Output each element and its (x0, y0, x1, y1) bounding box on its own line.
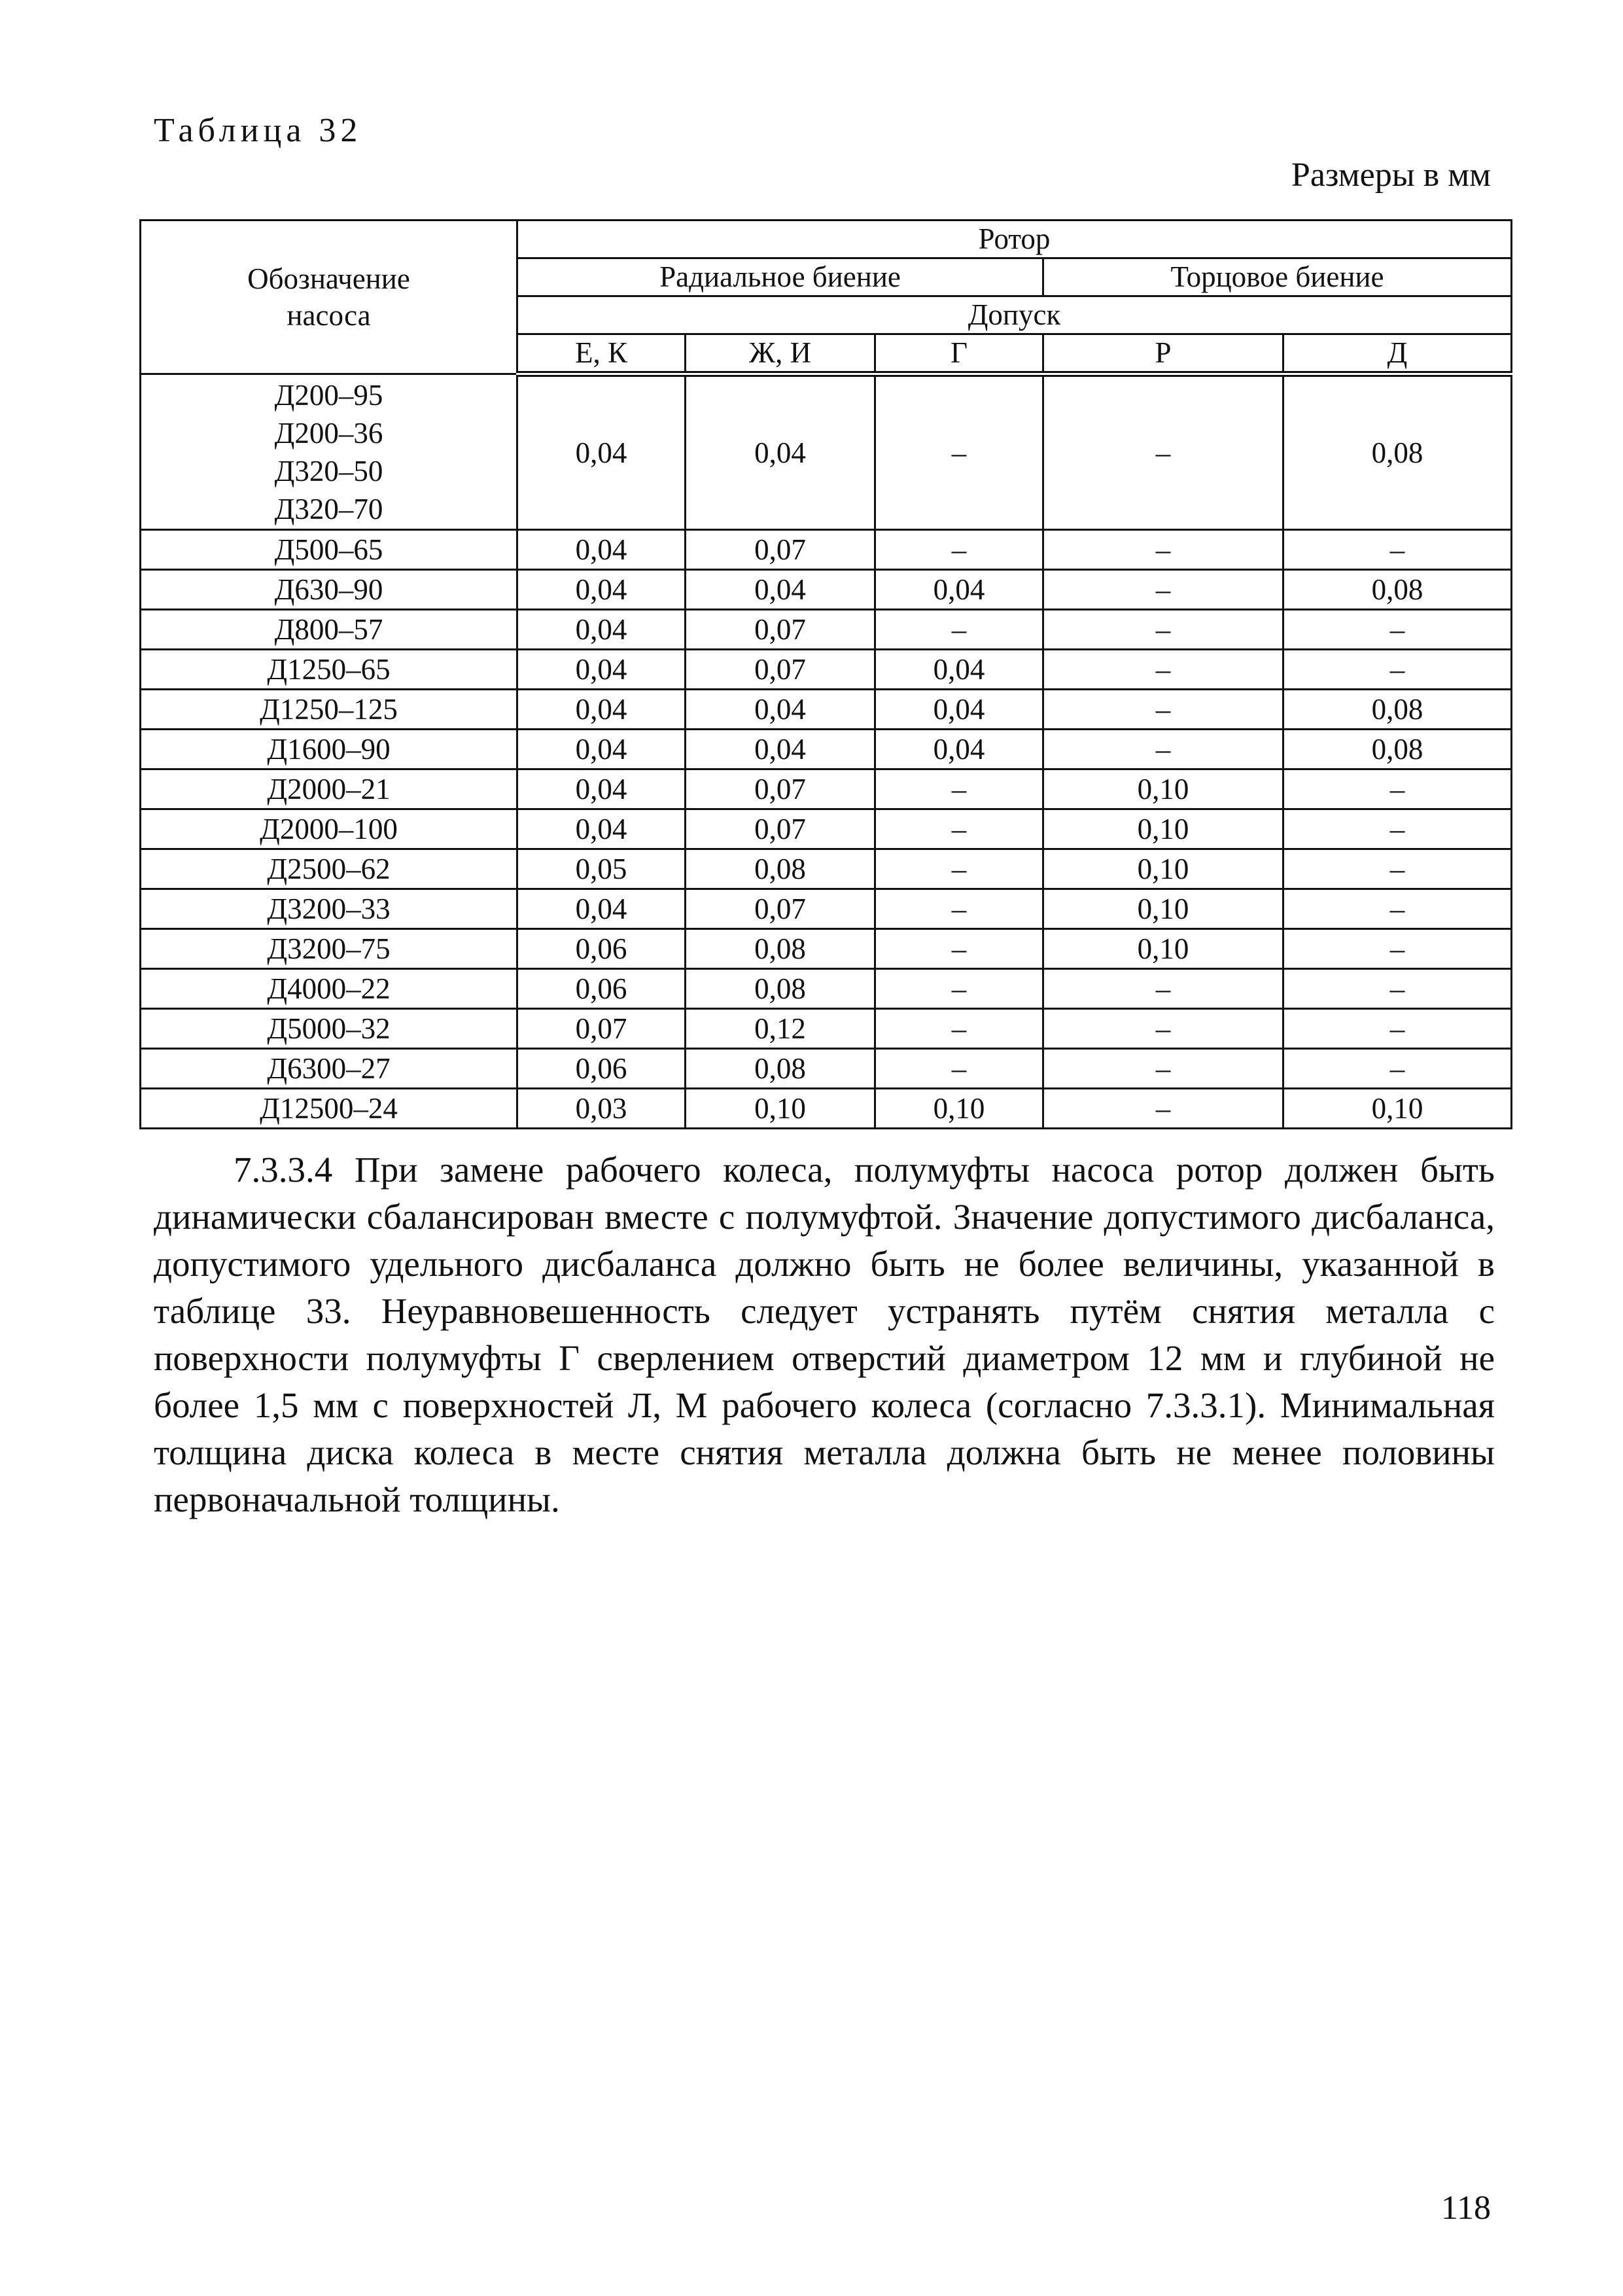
tolerance-value-cell: – (1043, 374, 1283, 530)
pump-designation: Д1250–65 (267, 653, 391, 686)
tolerance-value-cell: 0,07 (686, 530, 875, 570)
pump-designation: Д320–70 (274, 492, 383, 525)
table-row (141, 570, 1512, 610)
tolerance-value-cell: 0,03 (517, 1089, 686, 1129)
pump-designation-cell (141, 650, 517, 690)
tolerance-value-cell: 0,08 (1283, 690, 1512, 730)
tolerance-value-cell: 0,04 (517, 610, 686, 650)
tolerance-value-cell: 0,06 (517, 969, 686, 1009)
tolerance-value-cell: – (1283, 889, 1512, 929)
table-row (141, 969, 1512, 1009)
tolerance-value-cell: 0,08 (686, 849, 875, 889)
tolerance-value-cell: – (875, 889, 1043, 929)
tolerance-value-cell: 0,07 (686, 610, 875, 650)
radial-runout-header: Радиальное биение (517, 258, 1043, 296)
table-row (141, 374, 1512, 530)
column-header: Е, К (517, 334, 686, 374)
pump-designation: Д1600–90 (267, 733, 391, 766)
tolerance-value-cell: – (1283, 809, 1512, 849)
tolerance-value-cell: – (1283, 849, 1512, 889)
pump-designation-cell (141, 610, 517, 650)
tolerance-value-cell: 0,04 (517, 530, 686, 570)
pump-designation: Д5000–32 (267, 1012, 391, 1045)
tolerance-value-cell: 0,07 (686, 889, 875, 929)
tolerance-value-cell: 0,06 (517, 929, 686, 969)
tolerance-value-cell: – (1283, 1009, 1512, 1049)
pump-designation: Д2000–100 (260, 813, 398, 845)
tolerance-value-cell: 0,10 (1043, 769, 1283, 809)
tolerance-value-cell: 0,08 (686, 1049, 875, 1089)
tolerance-value-cell: – (875, 530, 1043, 570)
tolerance-value-cell: – (875, 374, 1043, 530)
pump-designation-cell (141, 889, 517, 929)
designation-header: Обозначение насоса (141, 221, 517, 374)
pump-designation-cell (141, 374, 517, 530)
pump-designation: Д630–90 (274, 573, 383, 606)
tolerance-value-cell: 0,07 (686, 650, 875, 690)
table-row (141, 1009, 1512, 1049)
tolerance-value-cell: 0,10 (875, 1089, 1043, 1129)
table-caption: Таблица 32 (154, 112, 362, 149)
tolerance-value-cell: 0,04 (517, 690, 686, 730)
pump-designation: Д2500–62 (267, 853, 391, 885)
table-row (141, 849, 1512, 889)
tolerance-value-cell: – (875, 809, 1043, 849)
table-row (141, 730, 1512, 769)
table-row (141, 650, 1512, 690)
tolerance-value-cell: 0,05 (517, 849, 686, 889)
pump-designation-cell (141, 730, 517, 769)
tolerance-value-cell: 0,08 (686, 969, 875, 1009)
tolerance-value-cell: 0,04 (517, 769, 686, 809)
tolerance-value-cell: – (1043, 530, 1283, 570)
pump-designation: Д2000–21 (267, 773, 391, 805)
tolerance-table (139, 219, 1512, 1129)
tolerance-value-cell: – (875, 1049, 1043, 1089)
pump-designation-cell (141, 1089, 517, 1129)
tolerance-value-cell: 0,04 (517, 650, 686, 690)
tolerance-value-cell: 0,07 (517, 1009, 686, 1049)
tolerance-value-cell: – (1043, 570, 1283, 610)
pump-designation: Д12500–24 (260, 1092, 398, 1125)
tolerance-value-cell: – (1043, 969, 1283, 1009)
tolerance-value-cell: – (1043, 1089, 1283, 1129)
pump-designation-cell (141, 690, 517, 730)
tolerance-value-cell: 0,04 (686, 570, 875, 610)
tolerance-value-cell: 0,04 (517, 570, 686, 610)
pump-designation: Д200–36 (274, 416, 383, 450)
pump-designation-cell (141, 929, 517, 969)
tolerance-value-cell: 0,04 (686, 374, 875, 530)
tolerance-value-cell: 0,04 (517, 809, 686, 849)
axial-runout-header: Торцовое биение (1043, 258, 1512, 296)
tolerance-value-cell: – (1283, 929, 1512, 969)
pump-designation-cell (141, 530, 517, 570)
tolerance-value-cell: – (1043, 690, 1283, 730)
tolerance-value-cell: 0,06 (517, 1049, 686, 1089)
tolerance-value-cell: 0,10 (1043, 889, 1283, 929)
pump-designation-cell (141, 969, 517, 1009)
tolerance-value-cell: 0,07 (686, 809, 875, 849)
pump-designation: Д320–50 (274, 454, 383, 487)
column-header: Г (875, 334, 1043, 374)
tolerance-value-cell: – (1283, 650, 1512, 690)
tolerance-value-cell: – (1043, 730, 1283, 769)
table-row (141, 929, 1512, 969)
tolerance-value-cell: 0,10 (1043, 929, 1283, 969)
tolerance-value-cell: – (1283, 610, 1512, 650)
tolerance-value-cell: – (875, 769, 1043, 809)
tolerance-value-cell: – (875, 929, 1043, 969)
pump-designation: Д6300–27 (267, 1052, 391, 1085)
tolerance-value-cell: – (1283, 1049, 1512, 1089)
tolerance-value-cell: – (875, 849, 1043, 889)
tolerance-value-cell: – (875, 610, 1043, 650)
pump-designation: Д3200–33 (267, 892, 391, 925)
tolerance-value-cell: – (1283, 530, 1512, 570)
pump-designation: Д500–65 (274, 533, 383, 566)
tolerance-value-cell: 0,10 (1283, 1089, 1512, 1129)
table-body (141, 374, 1512, 1129)
tolerance-value-cell: 0,04 (517, 730, 686, 769)
rotor-header: Ротор (517, 221, 1512, 258)
pump-designation: Д4000–22 (267, 972, 391, 1005)
tolerance-value-cell: 0,10 (1043, 809, 1283, 849)
pump-designation-cell (141, 570, 517, 610)
tolerance-value-cell: 0,08 (1283, 730, 1512, 769)
table-row (141, 1089, 1512, 1129)
tolerance-value-cell: 0,04 (875, 650, 1043, 690)
pump-designation: Д200–95 (274, 378, 383, 412)
pump-designation: Д3200–75 (267, 932, 391, 965)
tolerance-value-cell: 0,04 (875, 690, 1043, 730)
table-row (141, 809, 1512, 849)
tolerance-value-cell: 0,04 (517, 374, 686, 530)
table-row (141, 530, 1512, 570)
tolerance-value-cell: – (1283, 969, 1512, 1009)
tolerance-value-cell: 0,07 (686, 769, 875, 809)
table-row (141, 769, 1512, 809)
tolerance-value-cell: – (1043, 650, 1283, 690)
tolerance-value-cell: 0,10 (1043, 849, 1283, 889)
tolerance-header: Допуск (517, 296, 1512, 334)
pump-designation-cell (141, 1009, 517, 1049)
tolerance-value-cell: 0,04 (686, 690, 875, 730)
tolerance-value-cell: – (1043, 610, 1283, 650)
tolerance-value-cell: 0,04 (686, 730, 875, 769)
pump-designation: Д800–57 (274, 613, 383, 646)
units-note: Размеры в мм (1291, 156, 1491, 194)
tolerance-value-cell: 0,08 (1283, 570, 1512, 610)
tolerance-value-cell: 0,04 (875, 730, 1043, 769)
tolerance-value-cell: 0,04 (517, 889, 686, 929)
body-paragraph: 7.3.3.4 При замене рабочего колеса, полумуфты насоса ротор должен быть динамически сбалансирован вместе с полумуфтой. Значение допустимого дисбаланса, допустимого удельного дисбаланса должно быть не более величины, указанной в таблице 33. Неуравновешенность следует устранять путём снятия металла с поверхности полумуфты Г сверлением отверстий диаметром 12 мм и глубиной не более 1,5 мм с поверхностей Л, М рабочего колеса (согласно 7.3.3.1). Минимальная толщина диска колеса в месте снятия металла должна быть не менее половины первоначальной толщины. (154, 1150, 1495, 1519)
column-header: Д (1283, 334, 1512, 374)
pump-designation-cell (141, 809, 517, 849)
tolerance-value-cell: 0,08 (686, 929, 875, 969)
pump-designation-cell (141, 769, 517, 809)
column-header: Ж, И (686, 334, 875, 374)
table-header (141, 221, 1512, 374)
table-row (141, 889, 1512, 929)
page-number: 118 (1440, 2189, 1491, 2227)
table-row (141, 610, 1512, 650)
tolerance-value-cell: 0,12 (686, 1009, 875, 1049)
tolerance-value-cell: – (875, 1009, 1043, 1049)
pump-designation-cell (141, 849, 517, 889)
tolerance-value-cell: 0,08 (1283, 374, 1512, 530)
column-header: Р (1043, 334, 1283, 374)
table-row (141, 690, 1512, 730)
tolerance-value-cell: 0,04 (875, 570, 1043, 610)
pump-designation: Д1250–125 (260, 693, 398, 726)
tolerance-value-cell: – (1283, 769, 1512, 809)
pump-designation-cell (141, 1049, 517, 1089)
table-row (141, 1049, 1512, 1089)
tolerance-value-cell: 0,10 (686, 1089, 875, 1129)
tolerance-value-cell: – (1043, 1009, 1283, 1049)
tolerance-value-cell: – (1043, 1049, 1283, 1089)
tolerance-value-cell: – (875, 969, 1043, 1009)
